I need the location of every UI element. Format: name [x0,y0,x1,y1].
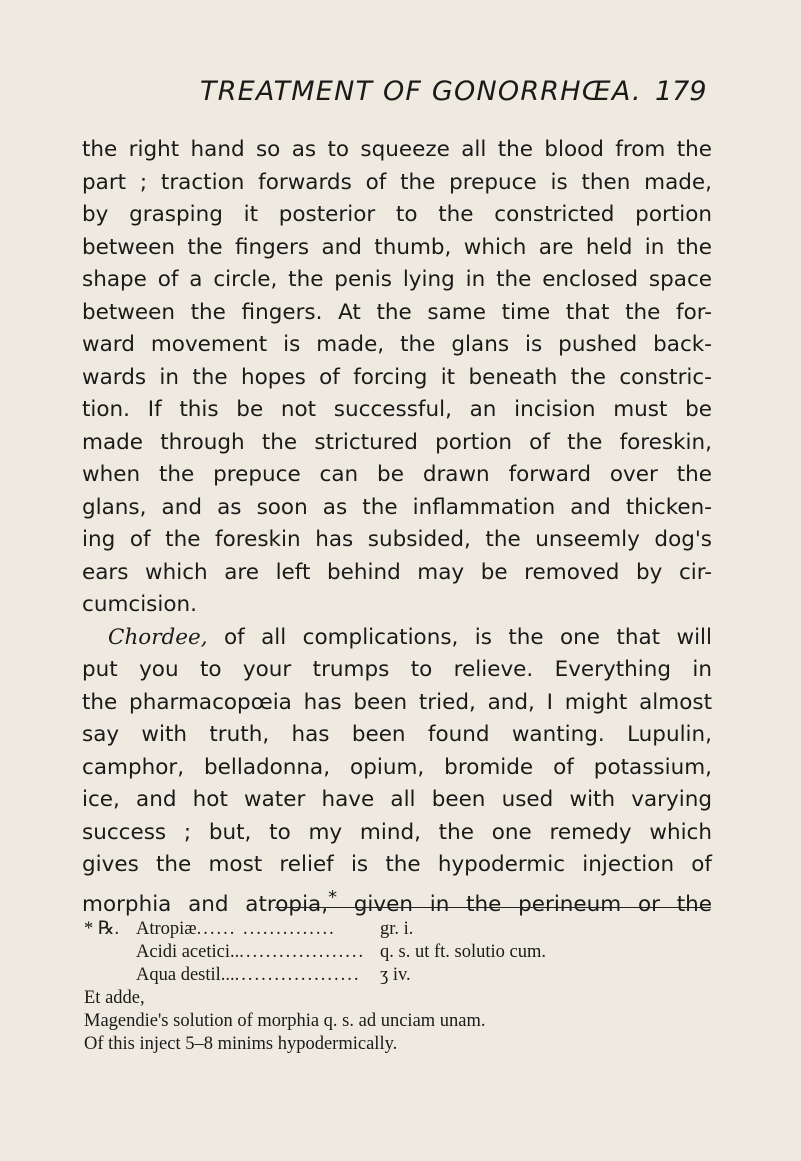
text-line: when the prepuce can be drawn forward over the [82,462,712,487]
text-run: of all complications, is the one that will [207,624,712,650]
text-line: shape of a circle, the penis lying in the enclosed space [82,267,712,292]
text-line: success ; but, to my mind, the one remedy which [82,819,712,845]
text-run: given in the perineum or the [337,891,713,917]
text-line: say with truth, has been found wanting. Lupulin, [82,722,712,747]
footnote [84,918,724,1056]
chordee-term: Chordee, [108,624,208,650]
footnote-line: Magendie's solution of morphia q. s. ad unciam unam. [84,1011,486,1031]
paragraph-1 [82,134,712,622]
prescription-row [84,918,724,941]
text-line: ing of the foreskin has subsided, the unseemly dog's [82,527,712,552]
prescription-item [136,918,354,941]
footnote-divider [275,907,711,908]
text-line: gives the most relief is the hypodermic injection of [82,852,712,877]
text-line: glans, and as soon as the inflammation and thicken- [82,494,712,520]
prescription-dose: ʒ iv. [380,965,411,985]
text-line: by grasping it posterior to the constricted portion [82,202,712,227]
footnote-reference[interactable]: * [328,886,338,908]
text-line [82,622,712,655]
prescription-dose: gr. i. [380,919,414,939]
prescription-mark: * ℞. [84,919,120,939]
leader-dots: ................... [239,942,366,962]
prescription-item [136,964,361,987]
prescription-row [84,941,724,964]
ingredient-name: Acidi acetici.. [136,942,240,962]
paragraph-2 [82,622,712,915]
text-line: put you to your trumps to relieve. Everything in [82,657,712,682]
leader-dots: ...... .............. [196,919,336,939]
ingredient-name: Aqua destil... [136,965,235,985]
page-header [0,74,801,114]
text-line [82,882,712,915]
ingredient-name: Atropiæ [136,919,197,939]
text-line: part ; traction forwards of the prepuce is then made, [82,169,712,195]
footnote-line: Et adde, [84,988,145,1008]
text-line: ears which are left behind may be removed by cir- [82,559,712,585]
text-line: cumcision. [82,592,197,617]
text-line: tion. If this be not successful, an incision must be [82,397,712,422]
footnote-line: Of this inject 5–8 minims hypodermically. [84,1034,398,1054]
text-line: the right hand so as to squeeze all the blood from the [82,137,712,162]
leader-dots: ................... [234,965,361,985]
text-line: ice, and hot water have all been used with varying [82,787,712,812]
text-line: camphor, belladonna, opium, bromide of potassium, [82,754,712,780]
text-line: made through the strictured portion of the foreskin, [82,429,712,455]
text-run: morphia and atropia, [82,891,329,917]
text-line: between the fingers and thumb, which are held in the [82,234,712,260]
page-number: 179 [655,76,707,107]
prescription-dose: q. s. ut ft. solutio cum. [380,942,546,962]
body-text [82,134,713,917]
prescription-item [136,941,366,964]
text-line: wards in the hopes of forcing it beneath the constric- [82,364,712,390]
text-line: the pharmacopœia has been tried, and, I might almost [82,689,712,715]
text-line: between the fingers. At the same time that the for- [82,299,712,325]
running-title: TREATMENT OF GONORRHŒA. [200,76,642,107]
text-line: ward movement is made, the glans is pushed back- [82,332,712,357]
prescription-row [84,964,724,987]
